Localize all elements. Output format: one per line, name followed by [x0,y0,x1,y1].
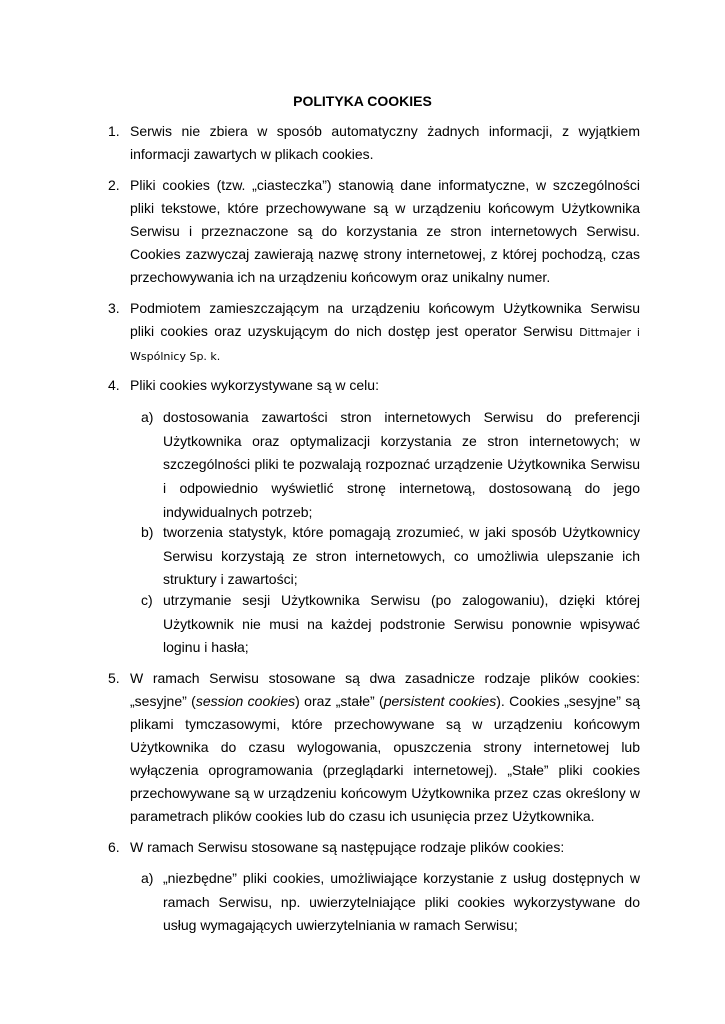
list-number: 6. [108,839,120,855]
sub-item-4c [141,589,640,660]
list-item-3 [108,297,640,368]
list-item-4 [108,374,640,397]
operator-name: Dittmajer i Wspólnicy Sp. k. [130,326,640,363]
list-item-6 [108,836,640,859]
sub-item-text: utrzymanie sesji Użytkownika Serwisu (po zalogowaniu), dzięki której Użytkownik nie musi na każdej podstronie Serwisu ponownie wpisywać loginu i hasła; [163,592,640,656]
sub-item-text: dostosowania zawartości stron internetowych Serwisu do preferencji Użytkownika oraz optymalizacji korzystania ze stron internetowych; w szczególności pliki te pozwalają rozpoznać urządzenie Użytkownika Serwisu i odpowiednio wyświetlić stronę internetową, dostosowaną do jego indywidualnych potrzeb; [163,409,640,520]
list-item-5 [108,667,640,828]
item-text-part: Podmiotem zamieszczającym na urządzeniu końcowym Użytkownika Serwisu pliki cookies oraz uzyskującym do nich dostęp jest operator Serwisu [130,300,640,339]
list-item-text: Serwis nie zbiera w sposób automatyczny żadnych informacji, z wyjątkiem informacji zawartych w plikach cookies. [130,123,640,162]
list-item-2 [108,174,640,289]
list-item-1 [108,120,640,166]
sub-item-text: tworzenia statystyk, które pomagają zrozumieć, w jaki sposób Użytkownicy Serwisu korzystają ze stron internetowych, co umożliwia ulepszanie ich struktury i zawartości; [163,524,640,588]
item-text-part: W ramach Serwisu stosowane są dwa zasadnicze rodzaje plików cookies: „sesyjne” ( [130,670,640,709]
item-text-part: ) oraz „stałe” ( [295,693,384,709]
sub-letter: b) [141,524,154,540]
item-text-part: ). Cookies „sesyjne” są plikami tymczasowymi, które przechowywane są w urządzeniu końcowym Użytkownika do czasu wylogowania, opuszczenia strony internetowej lub wyłączenia oprogramowania (przeglądarki internetowej). „Stałe” pliki cookies przechowywane są w urządzeniu końcowym Użytkownika przez czas określony w parametrach plików cookies lub do czasu ich usunięcia przez Użytkownika. [130,693,641,824]
page-title: POLITYKA COOKIES [293,93,432,109]
sub-letter: a) [141,409,154,425]
sub-item-text: „niezbędne” pliki cookies, umożliwiające korzystanie z usług dostępnych w ramach Serwisu, np. uwierzytelniające pliki cookies wykorzystywane do usług wymagających uwierzytelniania w ramach Serwisu; [163,870,640,934]
term-persistent-cookies: persistent cookies [383,693,497,709]
sub-letter: a) [141,870,154,886]
list-item-text [130,667,640,828]
term-session-cookies: session cookies [195,693,296,709]
list-item-text: W ramach Serwisu stosowane są następujące rodzaje plików cookies: [130,839,565,855]
list-item-text [130,297,640,368]
list-number: 3. [108,300,120,316]
list-number: 2. [108,177,120,193]
sub-item-4a [141,406,640,525]
list-number: 1. [108,123,120,139]
sub-item-6a [141,867,640,938]
sub-item-4b [141,521,640,592]
list-item-text: Pliki cookies wykorzystywane są w celu: [130,377,379,393]
list-number: 5. [108,670,120,686]
sub-letter: c) [141,592,153,608]
list-number: 4. [108,377,120,393]
list-item-text: Pliki cookies (tzw. „ciasteczka”) stanowią dane informatyczne, w szczególności pliki tekstowe, które przechowywane są w urządzeniu końcowym Użytkownika Serwisu i przeznaczone są do korzystania ze stron internetowych Serwisu. Cookies zazwyczaj zawierają nazwę strony internetowej, z której pochodzą, czas przechowywania ich na urządzeniu końcowym oraz unikalny numer. [130,177,640,285]
